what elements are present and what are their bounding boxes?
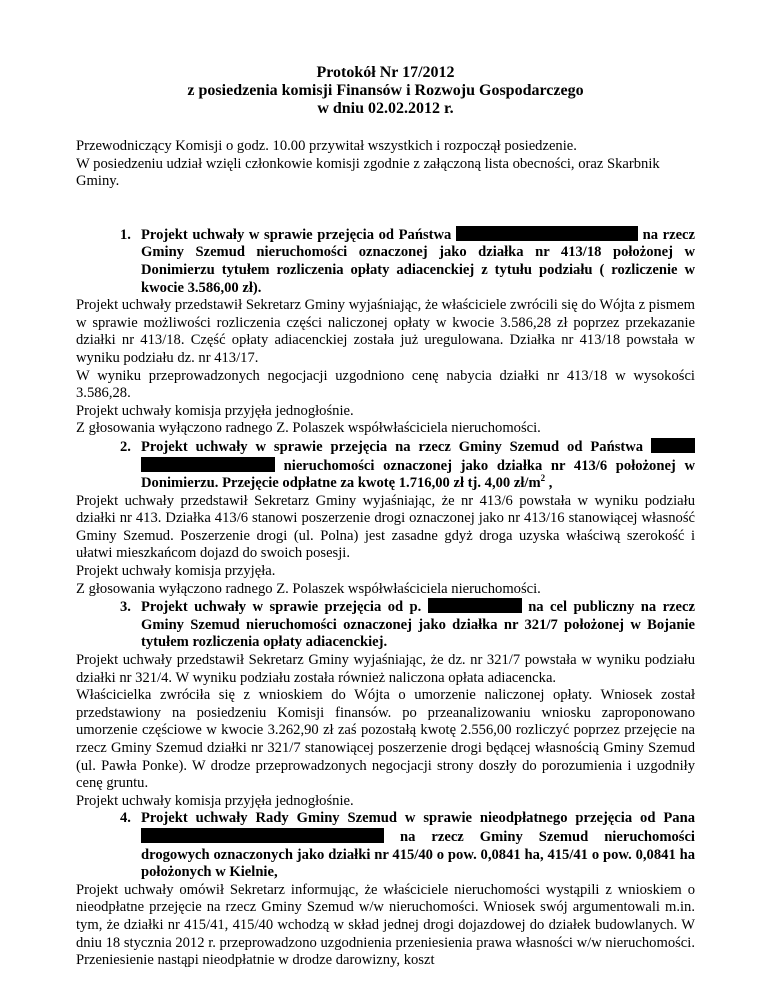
item-number: 2. [120,438,131,455]
protocol-title: Protokół Nr 17/2012 [316,64,455,81]
document-page [76,64,695,970]
body-paragraph: Projekt uchwały omówił Sekretarz informując, że właściciele nieruchomości wystąpili z wnioskiem o nieodpłatne przejęcie na rzecz Gminy Szemud w/w nieruchomości. Wniosek swój argumentowali m.in. tym, że działki nr 415/41, 415/40 wchodzą w skład jednej drogi dojazdowej do działek budowlanych. W dniu 18 stycznia 2012 r. przeprowadzono uzgodnienia przeniesienia prawa własności w/w nieruchomości. Przeniesienie nastąpi nieodpłatnie w drodze darowizny, koszt [76,881,695,969]
item-number: 3. [120,599,131,616]
intro-paragraph: Przewodniczący Komisji o godz. 10.00 przywitał wszystkich i rozpoczął posiedzenie. [76,138,577,154]
body-paragraph: Projekt uchwały przedstawił Sekretarz Gminy wyjaśniając, że właściciele zwrócili się do Wójta z pismem w sprawie możliwości rozliczenia części naliczonej opłaty w kwocie 3.586,28 zł poprzez przekazanie działki nr 413/18. Część opłaty adiacenckiej została już uregulowana. Działka nr 413/18 powstała w wyniku podziału dz. nr 413/17. [76,297,695,366]
agenda-item-heading: 1. Projekt uchwały w sprawie przejęcia od Państwa na rzecz Gminy Szemud nieruchomości oznaczonej jako działka nr 413/18 położonej w Donimierzu tytułem rozliczenia opłaty adiacenckiej z tytułu podziału ( rozliczenie w kwocie 3.586,00 zł). [120,226,696,296]
body-paragraph: Projekt uchwały komisja przyjęła jednogłośnie. [76,402,354,419]
redaction-block [141,457,275,472]
agenda-item [76,598,695,810]
redaction-block [651,438,695,453]
item-number: 4. [120,810,131,827]
redaction-block [428,598,522,613]
body-paragraph: W wyniku przeprowadzonych negocjacji uzgodniono cenę nabycia działki nr 413/18 w wysokości 3.586,28. [76,367,695,402]
item-number: 1. [120,226,131,243]
intro-paragraph: W posiedzeniu udział wzięli członkowie komisji zgodnie z załączoną lista obecności, oraz Skarbnik Gminy. [76,155,660,190]
agenda-item [76,810,695,969]
body-paragraph: Z głosowania wyłączono radnego Z. Polaszek współwłaściciela nieruchomości. [76,420,541,437]
protocol-date: w dniu 02.02.2012 r. [317,100,454,117]
agenda-item [76,438,695,598]
agenda-item-heading: 2. Projekt uchwały w sprawie przejęcia na rzecz Gminy Szemud od Państwa nieruchomości oznaczonej jako działka nr 413/6 położonej w Donimierzu. Przejęcie odpłatne za kwotę 1.716,00 zł tj. 4,00 $zł/m^2$ , [120,438,695,492]
body-paragraph: Projekt uchwały komisja przyjęła. [76,563,276,580]
body-paragraph: Z głosowania wyłączono radnego Z. Polaszek współwłaściciela nieruchomości. [76,580,541,597]
redaction-block [456,226,638,241]
redaction-block [141,828,384,843]
body-paragraph: Projekt uchwały komisja przyjęła jednogłośnie. [76,792,354,809]
body-paragraph: Projekt uchwały przedstawił Sekretarz Gminy wyjaśniając, że nr 413/6 powstała w wyniku podziału działki nr 413. Działka 413/6 stanowi poszerzenie drogi oznaczonej jako nr 413/16 stanowiącej własność Gminy Szemud. Poszerzenie drogi (ul. Polna) jest zasadne gdyż droga uzyska właściwą szerokość i ułatwi mieszkańcom dojazd do swoich posesji. [76,492,695,562]
intro-section [76,138,695,191]
agenda-item-heading: 3. Projekt uchwały w sprawie przejęcia od p. na cel publiczny na rzecz Gminy Szemud nieruchomości oznaczonej jako działka nr 321/7 położonej w Bojanie tytułem rozliczenia opłaty adiacenckiej. [120,599,695,651]
body-paragraph: Projekt uchwały przedstawił Sekretarz Gminy wyjaśniając, że dz. nr 321/7 powstała w wyniku podziału działki nr 321/4. W wyniku podziału została również naliczona opłata adiacencka. [76,652,695,686]
agenda-item-heading: 4. Projekt uchwały Rady Gminy Szemud w sprawie nieodpłatnego przejęcia od Pana na rzecz Gminy Szemud nieruchomości drogowych oznaczonych jako działki nr 415/40 o pow. 0,0841 ha, 415/41 o pow. 0,0841 ha położonych w Kielnie, [120,810,695,881]
agenda-item [76,226,695,438]
protocol-subtitle: z posiedzenia komisji Finansów i Rozwoju Gospodarczego [187,82,584,99]
body-paragraph: Właścicielka zwróciła się z wnioskiem do Wójta o umorzenie naliczonej opłaty. Wniosek został przedstawiony na posiedzeniu Komisji finansów. po przeanalizowaniu wniosku zaproponowano umorzenie częściowe w kwocie 3.262,90 zł zaś pozostałą kwotę 2.556,00 rozliczyć poprzez przejęcie na rzecz Gminy Szemud działki nr 321/7 stanowiącej poszerzenie drogi będącej własnością Gminy Szemud (ul. Pawła Ponke). W drodze przeprowadzonych negocjacji strony doszły do porozumienia i uzgodniły cenę gruntu. [76,687,695,792]
